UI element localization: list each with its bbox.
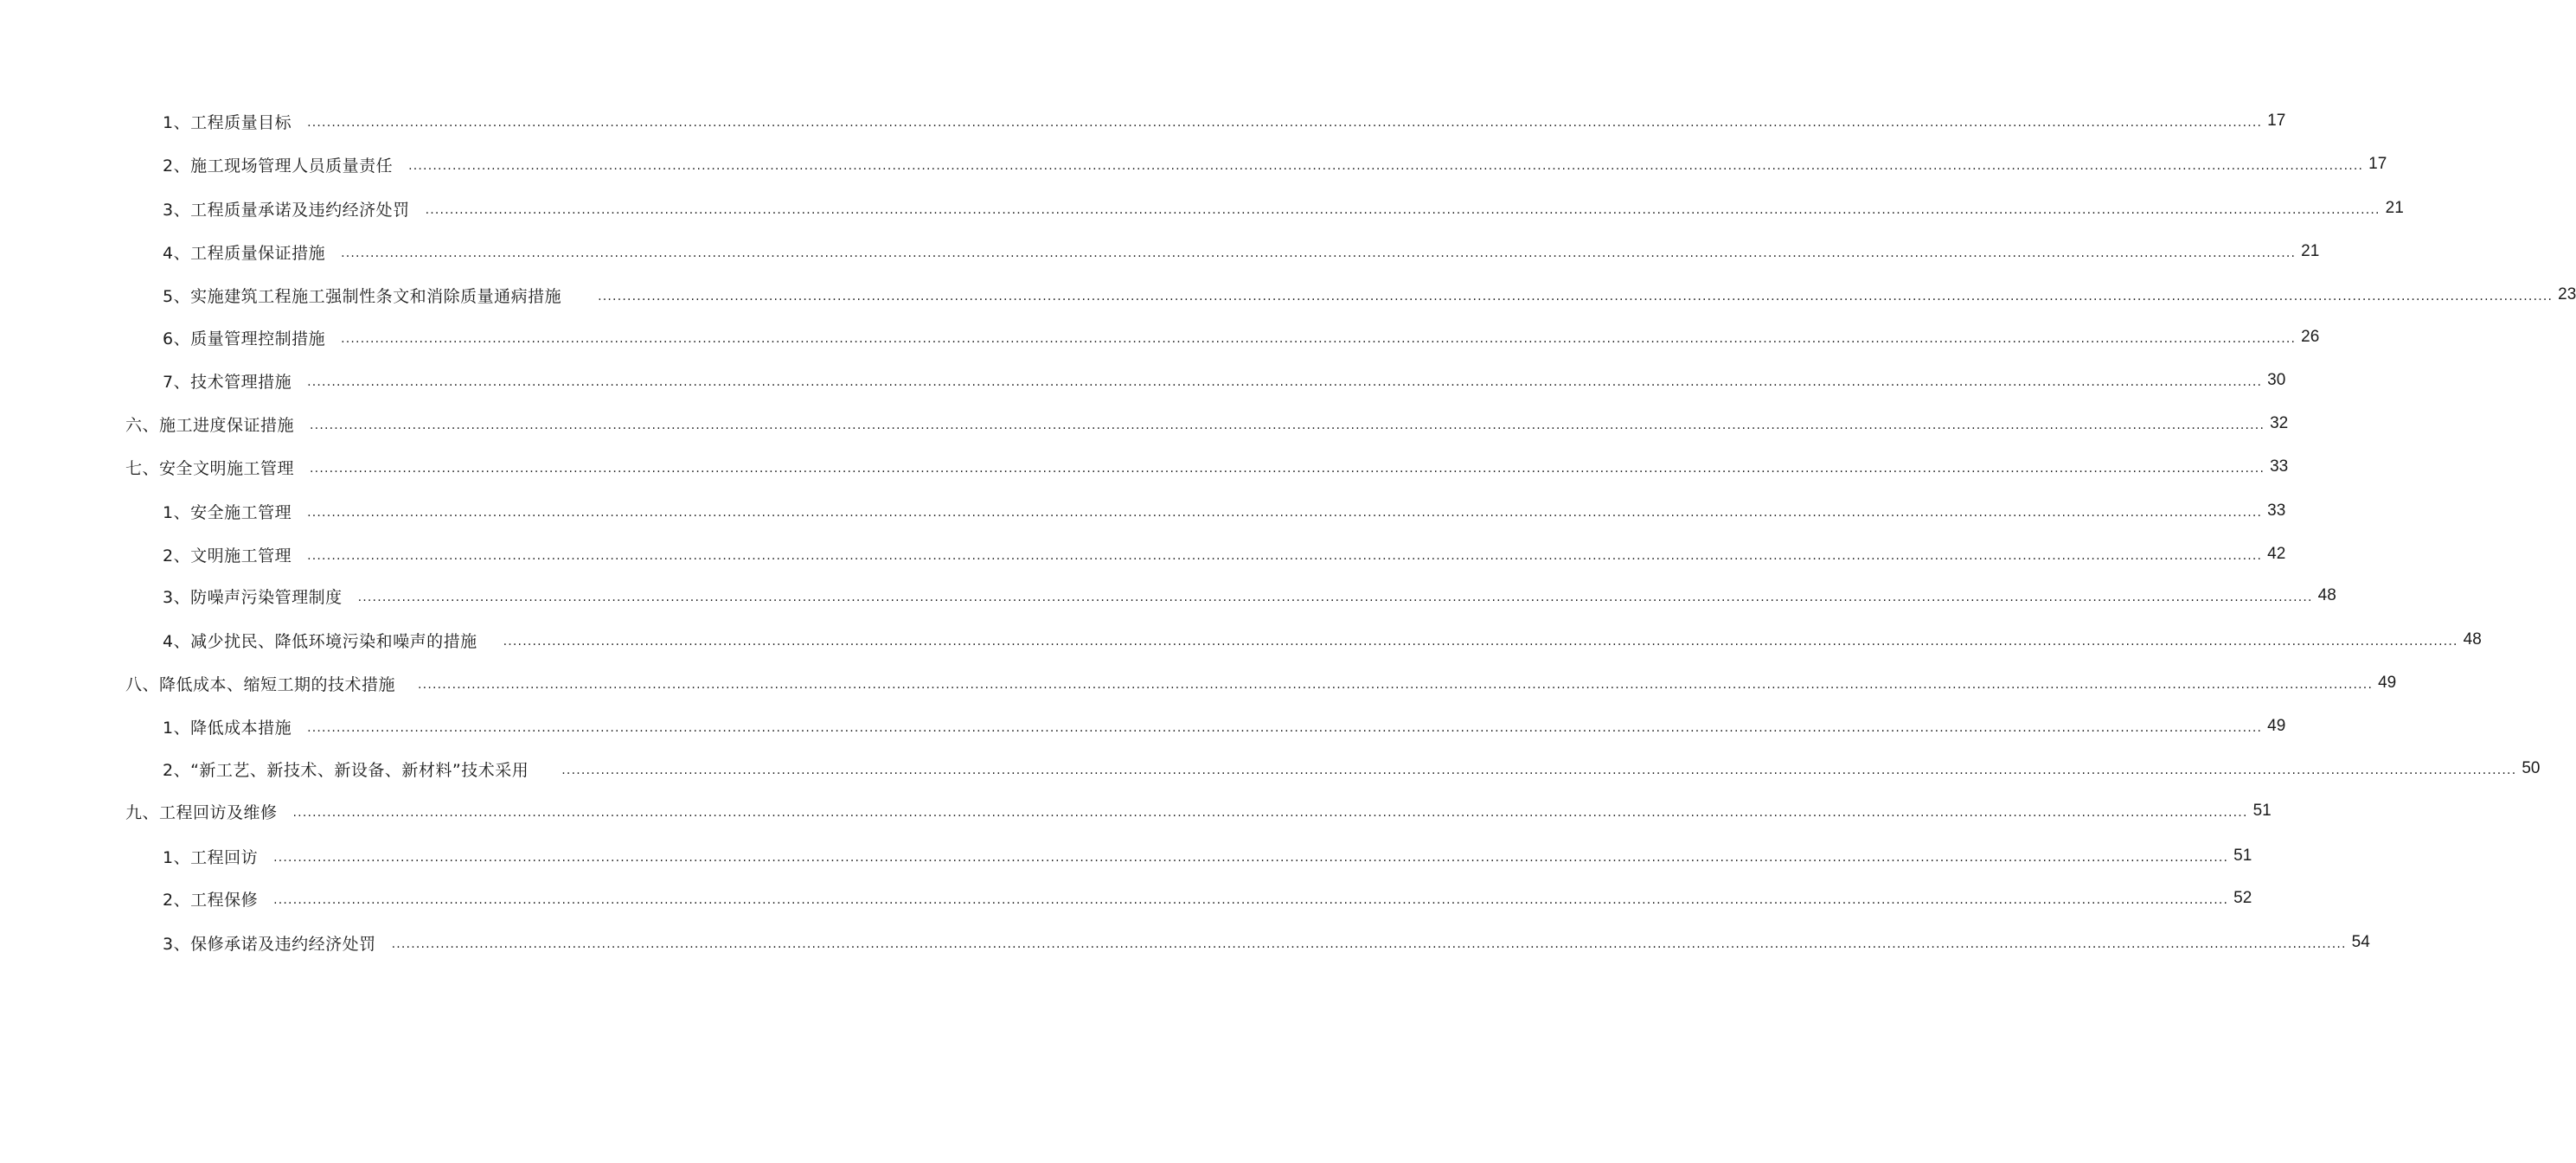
toc-entry-title: 2、文明施工管理 xyxy=(163,546,292,566)
toc-entry[interactable] xyxy=(163,324,2320,350)
toc-entry-title: 7、技术管理措施 xyxy=(163,372,292,392)
toc-entry-page: 51 xyxy=(2252,802,2272,820)
toc-entry-title: 6、质量管理控制措施 xyxy=(163,329,326,348)
toc-entry-page: 17 xyxy=(2368,155,2387,173)
toc-entry[interactable] xyxy=(163,756,2541,782)
toc-entry-page: 42 xyxy=(2267,545,2286,563)
toc-entry-title: 1、工程回访 xyxy=(163,847,259,867)
toc-entry[interactable] xyxy=(163,713,2286,739)
toc-entry-title: 九、工程回访及维修 xyxy=(125,802,278,822)
toc-entry[interactable] xyxy=(163,885,2252,911)
toc-entry-page: 21 xyxy=(2301,242,2320,260)
toc-entry-page: 33 xyxy=(2267,502,2286,520)
dot-leader: ................................................................................................................................................................................................................................................................................................................................................................................................................ xyxy=(307,375,2263,389)
dot-leader: ................................................................................................................................................................................................................................................................................................................................................................................................................ xyxy=(310,462,2265,476)
toc-entry-page: 30 xyxy=(2267,371,2286,389)
toc-entry[interactable] xyxy=(163,541,2286,567)
toc-entry-page: 17 xyxy=(2267,112,2286,130)
toc-entry[interactable] xyxy=(125,798,2272,824)
toc-entry-page: 49 xyxy=(2378,674,2397,692)
toc-entry-title: 七、安全文明施工管理 xyxy=(125,458,295,478)
dot-leader: ................................................................................................................................................................................................................................................................................................................................................................................................................ xyxy=(341,332,2297,346)
toc-entry-title: 八、降低成本、缩短工期的技术措施 xyxy=(125,674,396,694)
toc-entry-title: 5、实施建筑工程施工强制性条文和消除质量通病措施 xyxy=(163,286,562,306)
dot-leader: ................................................................................................................................................................................................................................................................................................................................................................................................................ xyxy=(307,549,2263,563)
toc-entry-title: 1、安全施工管理 xyxy=(163,502,292,522)
dot-leader: ................................................................................................................................................................................................................................................................................................................................................................................................................ xyxy=(292,806,2248,820)
toc-entry-page: 51 xyxy=(2233,847,2252,865)
toc-entry[interactable] xyxy=(125,454,2289,480)
dot-leader: ................................................................................................................................................................................................................................................................................................................................................................................................................ xyxy=(357,591,2313,604)
toc-entry-title: 2、工程保修 xyxy=(163,890,259,910)
toc-entry-title: 2、施工现场管理人员质量责任 xyxy=(163,156,394,176)
dot-leader: ................................................................................................................................................................................................................................................................................................................................................................................................................ xyxy=(273,893,2229,907)
toc-entry-page: 21 xyxy=(2385,199,2404,217)
dot-leader: ................................................................................................................................................................................................................................................................................................................................................................................................................ xyxy=(561,764,2517,777)
toc-entry-title: 4、减少扰民、降低环境污染和噪声的措施 xyxy=(163,631,477,651)
toc-entry-page: 23 xyxy=(2558,285,2576,304)
toc-entry-title: 3、防噪声污染管理制度 xyxy=(163,587,343,607)
toc-entry[interactable] xyxy=(163,367,2286,393)
toc-entry-title: 4、工程质量保证措施 xyxy=(163,243,326,263)
dot-leader: ................................................................................................................................................................................................................................................................................................................................................................................................................ xyxy=(310,419,2265,432)
toc-entry-page: 33 xyxy=(2270,457,2289,476)
toc-entry-page: 54 xyxy=(2351,933,2370,951)
toc-entry-title: 六、施工进度保证措施 xyxy=(125,415,295,435)
toc-entry[interactable] xyxy=(125,411,2289,437)
toc-entry-title: 3、保修承诺及违约经济处罚 xyxy=(163,934,376,954)
dot-leader: ................................................................................................................................................................................................................................................................................................................................................................................................................ xyxy=(307,506,2263,520)
toc-entry[interactable] xyxy=(163,627,2482,653)
dot-leader: ................................................................................................................................................................................................................................................................................................................................................................................................................ xyxy=(391,937,2347,951)
dot-leader: ................................................................................................................................................................................................................................................................................................................................................................................................................ xyxy=(341,246,2297,260)
dot-leader: ................................................................................................................................................................................................................................................................................................................................................................................................................ xyxy=(425,203,2381,217)
toc-entry[interactable] xyxy=(163,108,2286,134)
toc-entry[interactable] xyxy=(163,583,2336,609)
toc-entry-page: 52 xyxy=(2233,889,2252,907)
toc-entry[interactable] xyxy=(163,195,2404,221)
toc-entry-page: 50 xyxy=(2522,759,2541,777)
toc-entry[interactable] xyxy=(163,930,2370,955)
toc-entry-title: 2、“新工艺、新技术、新设备、新材料”技术采用 xyxy=(163,760,529,780)
toc-entry[interactable] xyxy=(125,670,2397,696)
toc-entry[interactable] xyxy=(163,239,2320,265)
toc-entry-page: 48 xyxy=(2317,586,2336,604)
dot-leader: ................................................................................................................................................................................................................................................................................................................................................................................................................ xyxy=(418,678,2374,692)
toc-entry[interactable] xyxy=(163,843,2252,869)
toc-entry-page: 48 xyxy=(2463,630,2482,649)
toc-entry[interactable] xyxy=(163,498,2286,524)
dot-leader: ................................................................................................................................................................................................................................................................................................................................................................................................................ xyxy=(598,290,2554,304)
toc-entry-page: 49 xyxy=(2267,717,2286,735)
dot-leader: ................................................................................................................................................................................................................................................................................................................................................................................................................ xyxy=(408,159,2364,173)
toc-entry-title: 1、工程质量目标 xyxy=(163,112,292,132)
toc-entry[interactable] xyxy=(163,282,2576,308)
dot-leader: ................................................................................................................................................................................................................................................................................................................................................................................................................ xyxy=(307,116,2263,130)
toc-entry-page: 32 xyxy=(2270,414,2289,432)
toc-entry-title: 1、降低成本措施 xyxy=(163,718,292,738)
dot-leader: ................................................................................................................................................................................................................................................................................................................................................................................................................ xyxy=(273,851,2229,865)
toc-entry[interactable] xyxy=(163,151,2387,177)
toc-entry-title: 3、工程质量承诺及违约经济处罚 xyxy=(163,200,410,220)
dot-leader: ................................................................................................................................................................................................................................................................................................................................................................................................................ xyxy=(503,635,2458,649)
toc-entry-page: 26 xyxy=(2301,328,2320,346)
dot-leader: ................................................................................................................................................................................................................................................................................................................................................................................................................ xyxy=(307,721,2263,735)
